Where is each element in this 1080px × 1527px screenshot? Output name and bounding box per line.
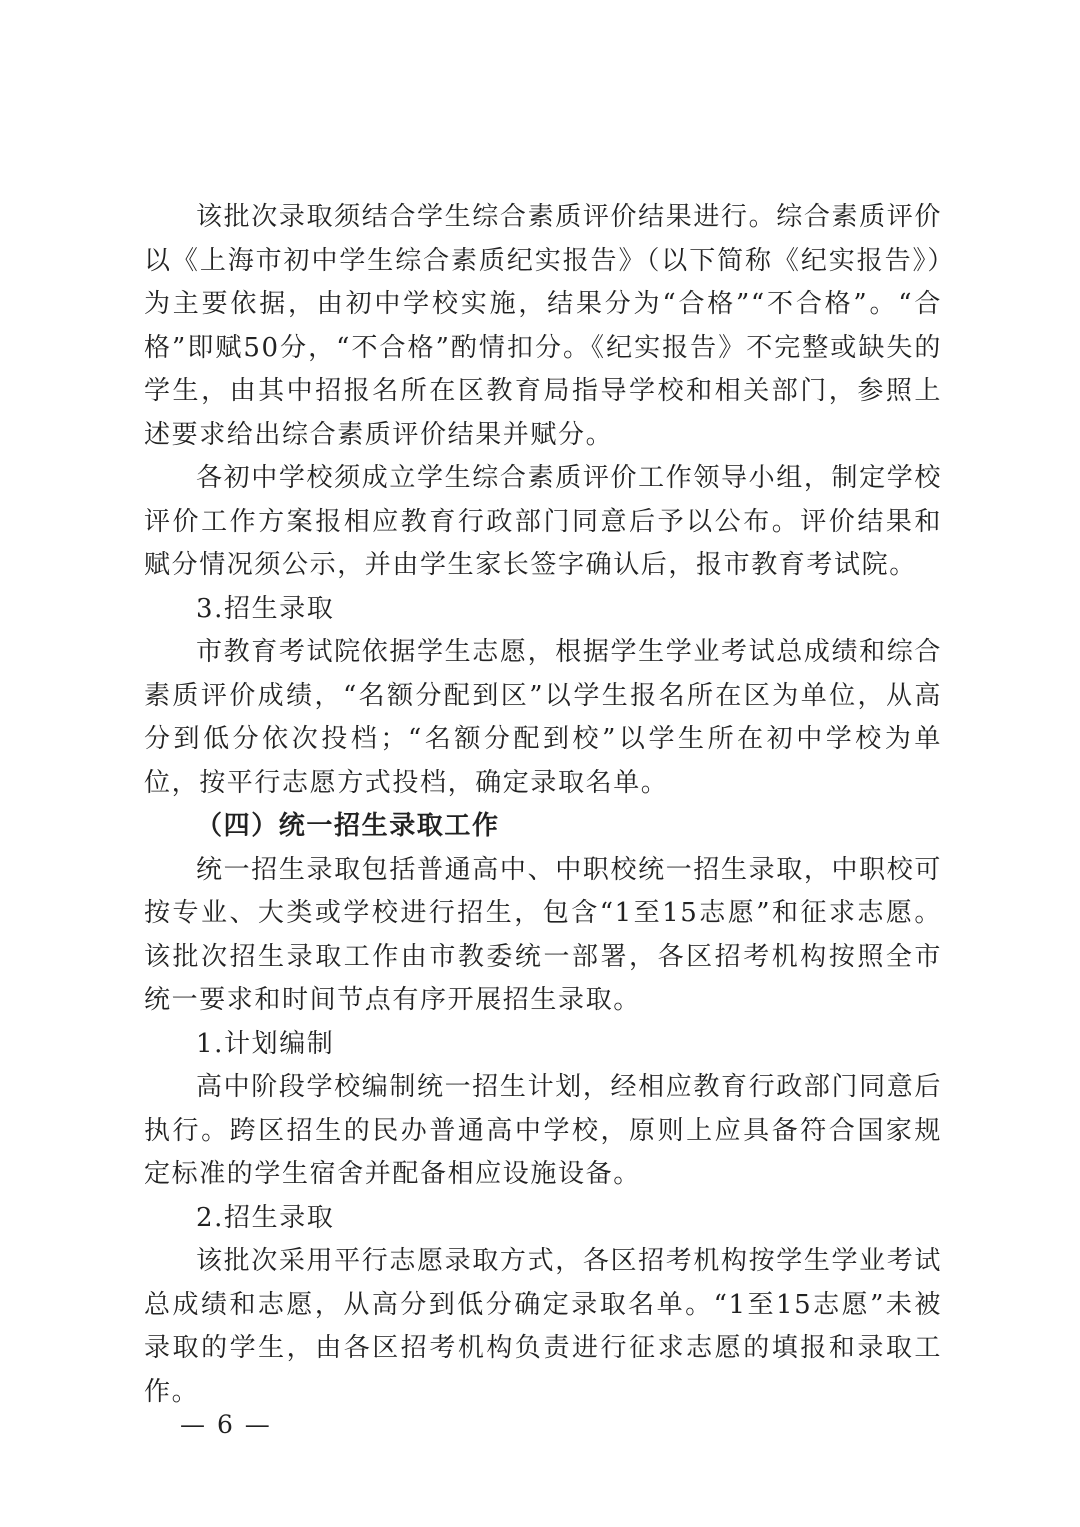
paragraph-plan-compilation: 高中阶段学校编制统一招生计划，经相应教育行政部门同意后执行。跨区招生的民办普通高中学校，原则上应具备符合国家规定标准的学生宿舍并配备相应设施设备。 <box>144 1072 942 1189</box>
heading-admission: 3.招生录取 <box>196 593 335 624</box>
document-body <box>144 196 942 1414</box>
paragraph-unified-admission: 统一招生录取包括普通高中、中职校统一招生录取，中职校可按专业、大类或学校进行招生，包含“1至15志愿”和征求志愿。该批次招生录取工作由市教委统一部署，各区招考机构按照全市统一要求和时间节点有序开展招生录取。 <box>144 854 942 1015</box>
section-heading-unified-admission: （四）统一招生录取工作 <box>196 811 500 841</box>
paragraph-evaluation-group: 各初中学校须成立学生综合素质评价工作领导小组，制定学校评价工作方案报相应教育行政部门同意后予以公布。评价结果和赋分情况须公示，并由学生家长签字确认后，报市教育考试院。 <box>144 463 942 580</box>
paragraph-parallel-admission: 该批次采用平行志愿录取方式，各区招考机构按学生学业考试总成绩和志愿，从高分到低分确定录取名单。“1至15志愿”未被录取的学生，由各区招考机构负责进行征求志愿的填报和录取工作。 <box>144 1246 942 1407</box>
paragraph-admission-process: 市教育考试院依据学生志愿，根据学生学业考试总成绩和综合素质评价成绩，“名额分配到区”以学生报名所在区为单位，从高分到低分依次投档；“名额分配到校”以学生所在初中学校为单位，按平行志愿方式投档，确定录取名单。 <box>144 637 942 798</box>
page-number: — 6 — <box>180 1410 272 1439</box>
paragraph-comprehensive-evaluation: 该批次录取须结合学生综合素质评价结果进行。综合素质评价以《上海市初中学生综合素质纪实报告》（以下简称《纪实报告》）为主要依据，由初中学校实施，结果分为“合格”“不合格”。“合格”即赋50分，“不合格”酌情扣分。《纪实报告》不完整或缺失的学生，由其中招报名所在区教育局指导学校和相关部门，参照上述要求给出综合素质评价结果并赋分。 <box>144 202 942 450</box>
heading-plan-compilation: 1.计划编制 <box>196 1028 335 1059</box>
heading-admission-2: 2.招生录取 <box>196 1202 335 1233</box>
